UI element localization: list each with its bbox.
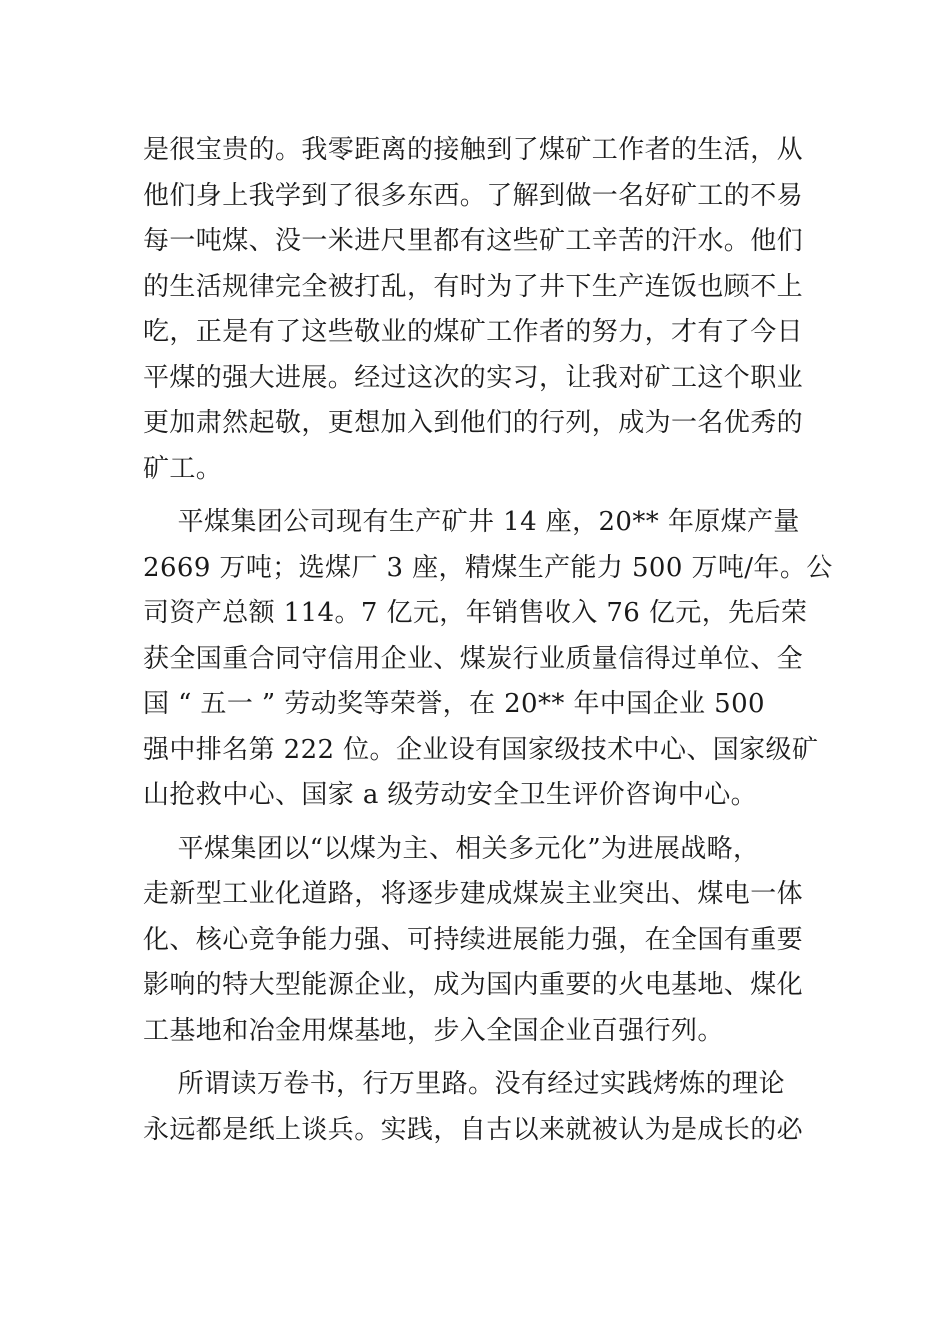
paragraph-1 [143, 128, 805, 492]
paragraph-spacer [143, 492, 805, 500]
text-line: 是很宝贵的。我零距离的接触到了煤矿工作者的生活，从 [143, 135, 804, 165]
text-line: 矿工。 [143, 453, 223, 484]
text-line: 吃，正是有了这些敬业的煤矿工作者的努力，才有了今日 [143, 317, 804, 347]
text-line: 工基地和冶金用煤基地，步入全国企业百强行列。 [143, 1015, 724, 1046]
text-line: 化、核心竞争能力强、可持续进展能力强，在全国有重要 [143, 924, 804, 955]
paragraph-spacer [143, 1054, 805, 1062]
text-line: 影响的特大型能源企业，成为国内重要的火电基地、煤化 [143, 970, 804, 1000]
text-line: 平煤集团以“以煤为主、相关多元化”为进展战略， [143, 833, 760, 864]
text-line: 所谓读万卷书，行万里路。没有经过实践烤炼的理论 [143, 1069, 785, 1099]
text-line: 山抢救中心、国家 a 级劳动安全卫生评价咨询中心。 [143, 780, 758, 810]
text-line: 国 “ 五一 ” 劳动奖等荣誉，在 20** 年中国企业 500 [143, 689, 765, 719]
paragraph-2 [143, 500, 833, 819]
text-line: 司资产总额 114。7 亿元，年销售收入 76 亿元，先后荣 [143, 598, 808, 628]
paragraph-4 [143, 1062, 805, 1153]
document-body [143, 128, 833, 1153]
text-line: 永远都是纸上谈兵。实践，自古以来就被认为是成长的必 [143, 1114, 804, 1145]
text-line: 每一吨煤、没一米进尺里都有这些矿工辛苦的汗水。他们 [143, 226, 804, 256]
text-line: 获全国重合同守信用企业、煤炭行业质量信得过单位、全 [143, 643, 804, 674]
text-line: 强中排名第 222 位。企业设有国家级技术中心、国家级矿 [143, 734, 819, 765]
text-line: 平煤集团公司现有生产矿井 14 座，20** 年原煤产量 [143, 507, 800, 537]
text-line: 平煤的强大进展。经过这次的实习，让我对矿工这个职业 [143, 362, 804, 393]
text-line: 走新型工业化道路，将逐步建成煤炭主业突出、煤电一体 [143, 879, 804, 909]
text-line: 更加肃然起敬，更想加入到他们的行列，成为一名优秀的 [143, 408, 804, 438]
text-line: 2669 万吨；选煤厂 3 座，精煤生产能力 500 万吨/年。公 [143, 552, 833, 583]
paragraph-spacer [143, 819, 805, 827]
text-line: 的生活规律完全被打乱，有时为了井下生产连饭也顾不上 [143, 271, 804, 302]
paragraph-3 [143, 827, 805, 1055]
text-line: 他们身上我学到了很多东西。了解到做一名好矿工的不易 [143, 180, 804, 211]
